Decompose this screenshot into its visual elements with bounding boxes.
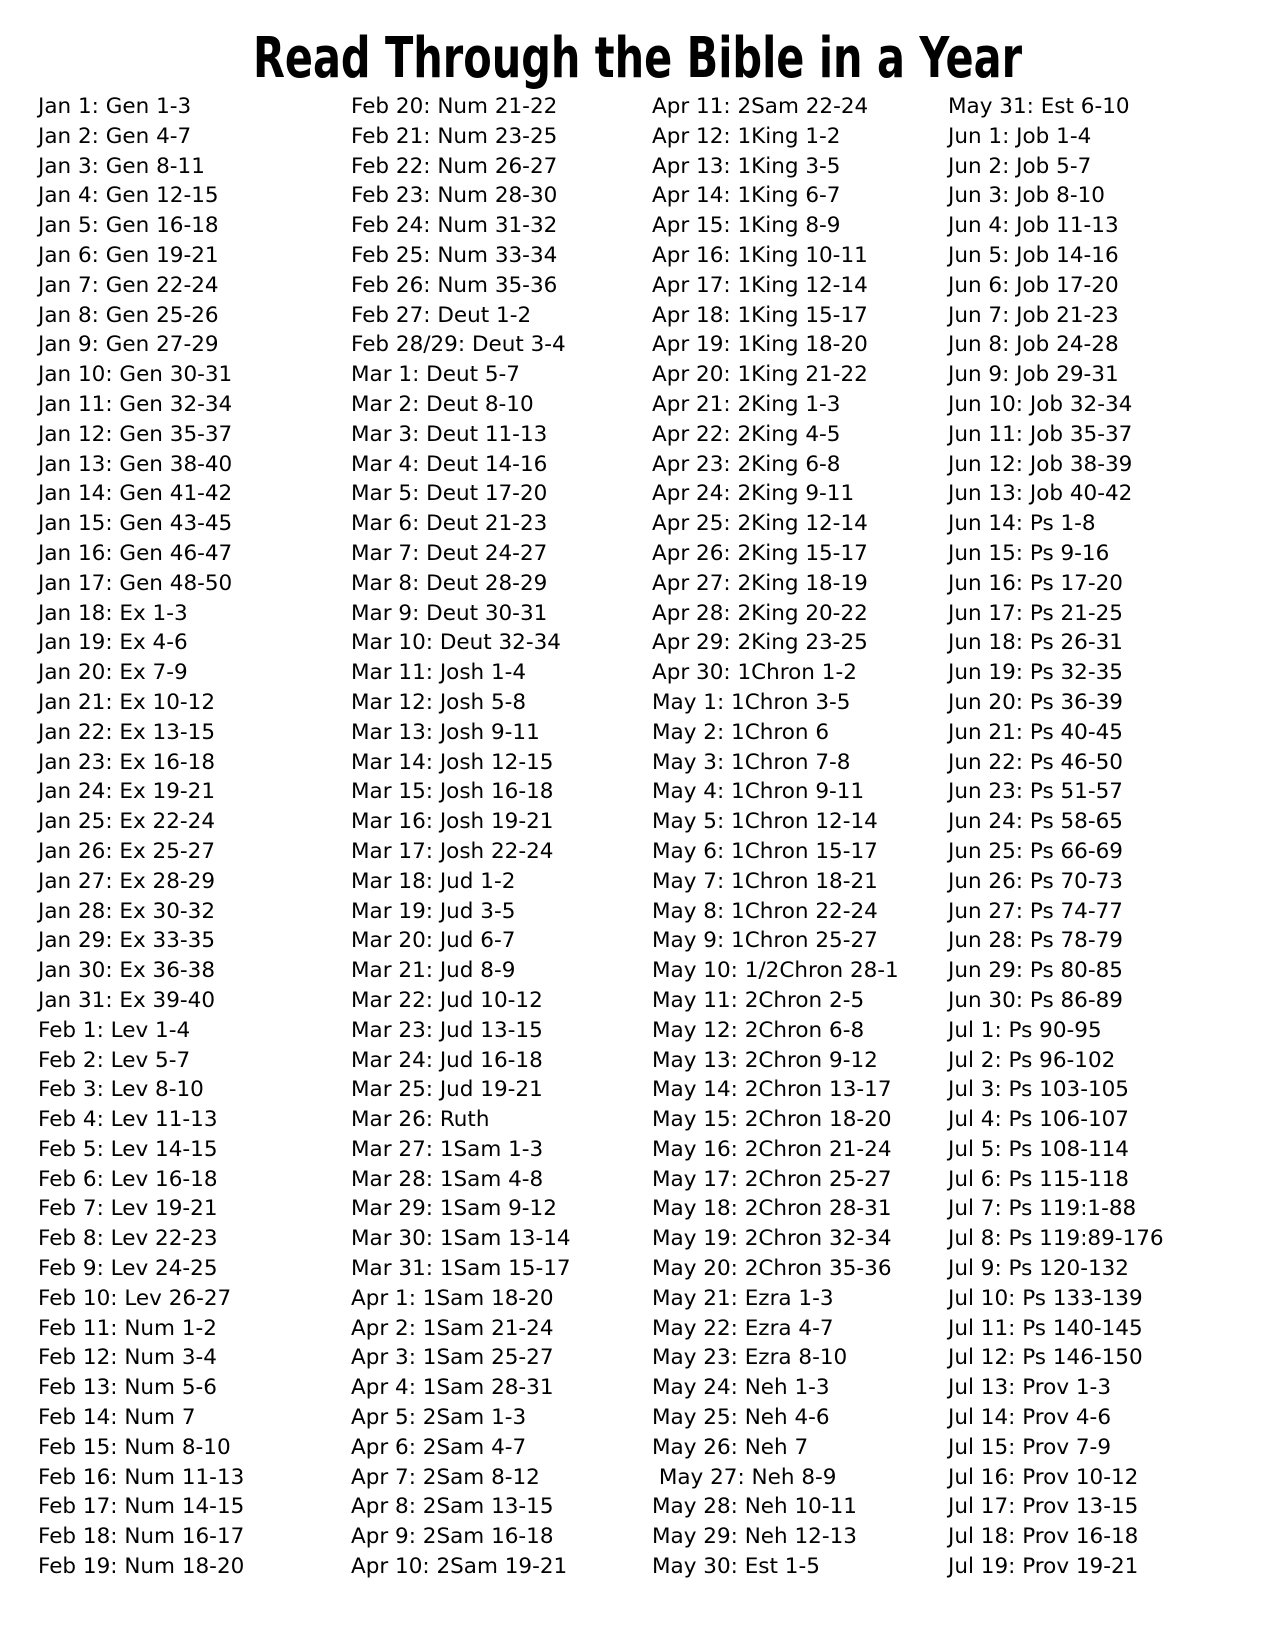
- reading-entry: Jan 3: Gen 8-11: [38, 153, 205, 179]
- reading-entry: Apr 4: 1Sam 28-31: [351, 1375, 554, 1401]
- reading-entry: Jun 21: Ps 40-45: [948, 719, 1123, 745]
- reading-entry: Feb 20: Num 21-22: [351, 94, 558, 119]
- reading-entry: Mar 8: Deut 28-29: [351, 570, 548, 596]
- reading-entry: Feb 25: Num 33-34: [351, 242, 558, 268]
- reading-entry: Apr 2: 1Sam 21-24: [351, 1315, 554, 1341]
- reading-entry: Mar 19: Jud 3-5: [351, 898, 516, 924]
- reading-entry: Jun 18: Ps 26-31: [948, 630, 1123, 656]
- reading-entry: May 31: Est 6-10: [948, 94, 1130, 119]
- reading-entry: May 1: 1Chron 3-5: [652, 689, 851, 715]
- reading-entry: Feb 15: Num 8-10: [38, 1434, 231, 1460]
- reading-entry: Jan 31: Ex 39-40: [38, 987, 216, 1013]
- reading-entry: Jul 10: Ps 133-139: [948, 1285, 1143, 1311]
- reading-entry: Mar 13: Josh 9-11: [351, 719, 540, 745]
- reading-entry: Jan 19: Ex 4-6: [38, 630, 188, 656]
- reading-entry: Jan 29: Ex 33-35: [38, 928, 216, 954]
- reading-entry: May 6: 1Chron 15-17: [652, 838, 878, 864]
- reading-entry: Feb 24: Num 31-32: [351, 213, 558, 239]
- reading-entry: Feb 17: Num 14-15: [38, 1494, 245, 1520]
- reading-entry: May 5: 1Chron 12-14: [652, 809, 878, 835]
- reading-entry: Feb 2: Lev 5-7: [38, 1047, 191, 1073]
- reading-entry: May 11: 2Chron 2-5: [652, 987, 865, 1013]
- reading-entry: Apr 7: 2Sam 8-12: [351, 1464, 540, 1490]
- reading-entry: Mar 11: Josh 1-4: [351, 660, 527, 686]
- reading-entry: May 10: 1/2Chron 28-1: [652, 958, 899, 984]
- reading-entry: Apr 5: 2Sam 1-3: [351, 1405, 527, 1431]
- reading-entry: Jun 6: Job 17-20: [948, 272, 1119, 298]
- reading-entry: Jul 19: Prov 19-21: [948, 1554, 1139, 1580]
- reading-entry: Feb 10: Lev 26-27: [38, 1285, 232, 1311]
- reading-entry: May 2: 1Chron 6: [652, 719, 830, 745]
- reading-entry: Mar 9: Deut 30-31: [351, 600, 548, 626]
- reading-entry: Mar 7: Deut 24-27: [351, 540, 548, 566]
- reading-entry: Feb 13: Num 5-6: [38, 1375, 217, 1401]
- reading-entry: Jun 12: Job 38-39: [948, 451, 1133, 477]
- reading-entry: Feb 1: Lev 1-4: [38, 1017, 191, 1043]
- reading-entry: Apr 23: 2King 6-8: [652, 451, 841, 477]
- reading-entry: Apr 10: 2Sam 19-21: [351, 1554, 568, 1580]
- reading-entry: Apr 29: 2King 23-25: [652, 630, 868, 656]
- reading-column-1: [38, 92, 343, 1582]
- reading-entry: Jun 19: Ps 32-35: [948, 660, 1123, 686]
- reading-entry: Apr 15: 1King 8-9: [652, 213, 841, 239]
- reading-entry: Mar 21: Jud 8-9: [351, 958, 516, 984]
- reading-entry: Jan 14: Gen 41-42: [38, 481, 233, 507]
- reading-entry: Jul 18: Prov 16-18: [948, 1524, 1139, 1550]
- reading-entry: Jun 20: Ps 36-39: [948, 689, 1123, 715]
- reading-entry: Apr 11: 2Sam 22-24: [652, 94, 869, 119]
- reading-entry: May 12: 2Chron 6-8: [652, 1017, 865, 1043]
- reading-entry: Jun 2: Job 5-7: [948, 153, 1092, 179]
- reading-entry: Jun 24: Ps 58-65: [948, 809, 1123, 835]
- reading-entry: Feb 16: Num 11-13: [38, 1464, 245, 1490]
- reading-entry: Mar 22: Jud 10-12: [351, 987, 543, 1013]
- reading-entry: Mar 31: 1Sam 15-17: [351, 1256, 571, 1282]
- reading-entry: Feb 22: Num 26-27: [351, 153, 558, 179]
- reading-entry: Jul 8: Ps 119:89-176: [948, 1226, 1164, 1252]
- reading-entry: Mar 3: Deut 11-13: [351, 421, 548, 447]
- reading-entry: Mar 4: Deut 14-16: [351, 451, 548, 477]
- reading-entry: Jul 14: Prov 4-6: [948, 1405, 1111, 1431]
- reading-entry: May 29: Neh 12-13: [652, 1524, 857, 1550]
- reading-entry: Mar 14: Josh 12-15: [351, 749, 554, 775]
- reading-entry: Jan 17: Gen 48-50: [38, 570, 233, 596]
- reading-entry: Mar 27: 1Sam 1-3: [351, 1136, 544, 1162]
- reading-entry: Jun 29: Ps 80-85: [948, 958, 1123, 984]
- reading-entry: Jul 7: Ps 119:1-88: [948, 1196, 1137, 1222]
- reading-entry: Jun 22: Ps 46-50: [948, 749, 1123, 775]
- reading-entry: May 20: 2Chron 35-36: [652, 1256, 892, 1282]
- reading-entry: May 3: 1Chron 7-8: [652, 749, 851, 775]
- reading-entry: Jun 10: Job 32-34: [948, 391, 1133, 417]
- reading-entry: Jan 16: Gen 46-47: [38, 540, 233, 566]
- reading-entry: Mar 12: Josh 5-8: [351, 689, 527, 715]
- reading-entry: Feb 14: Num 7: [38, 1405, 196, 1431]
- reading-entry: Feb 7: Lev 19-21: [38, 1196, 218, 1222]
- reading-entry: Jul 5: Ps 108-114: [948, 1136, 1129, 1162]
- reading-entry: Feb 26: Num 35-36: [351, 272, 558, 298]
- reading-entry: May 13: 2Chron 9-12: [652, 1047, 878, 1073]
- reading-entry: Apr 18: 1King 15-17: [652, 302, 868, 328]
- reading-entry: Jul 3: Ps 103-105: [948, 1077, 1129, 1103]
- reading-entry: Mar 15: Josh 16-18: [351, 779, 554, 805]
- reading-entry: Mar 10: Deut 32-34: [351, 630, 561, 656]
- reading-entry: Feb 3: Lev 8-10: [38, 1077, 204, 1103]
- reading-entry: Apr 26: 2King 15-17: [652, 540, 868, 566]
- reading-entry: Jul 17: Prov 13-15: [948, 1494, 1139, 1520]
- reading-entry: Jan 10: Gen 30-31: [38, 362, 233, 388]
- reading-entry: Jan 8: Gen 25-26: [38, 302, 219, 328]
- reading-entry: Jun 13: Job 40-42: [948, 481, 1133, 507]
- reading-entry: Jun 23: Ps 51-57: [948, 779, 1123, 805]
- reading-entry: Apr 28: 2King 20-22: [652, 600, 868, 626]
- reading-entry: Jan 26: Ex 25-27: [38, 838, 216, 864]
- reading-entry: Apr 19: 1King 18-20: [652, 332, 868, 358]
- reading-entry: Jan 27: Ex 28-29: [38, 868, 216, 894]
- reading-entry: Apr 21: 2King 1-3: [652, 391, 841, 417]
- reading-entry: Feb 28/29: Deut 3-4: [351, 332, 566, 358]
- reading-entry: Jun 4: Job 11-13: [948, 213, 1119, 239]
- reading-entry: Jul 6: Ps 115-118: [948, 1166, 1129, 1192]
- reading-entry: Jan 20: Ex 7-9: [38, 660, 188, 686]
- reading-entry: Mar 16: Josh 19-21: [351, 809, 554, 835]
- reading-entry: Apr 16: 1King 10-11: [652, 242, 868, 268]
- reading-entry: Apr 14: 1King 6-7: [652, 183, 841, 209]
- reading-entry: May 17: 2Chron 25-27: [652, 1166, 892, 1192]
- reading-entry: Feb 23: Num 28-30: [351, 183, 558, 209]
- reading-entry: Apr 17: 1King 12-14: [652, 272, 868, 298]
- reading-entry: Mar 6: Deut 21-23: [351, 511, 548, 537]
- reading-entry: Apr 13: 1King 3-5: [652, 153, 841, 179]
- reading-entry: Apr 1: 1Sam 18-20: [351, 1285, 554, 1311]
- reading-entry: Feb 5: Lev 14-15: [38, 1136, 218, 1162]
- reading-entry: Jun 7: Job 21-23: [948, 302, 1119, 328]
- reading-entry: Apr 8: 2Sam 13-15: [351, 1494, 554, 1520]
- reading-entry: May 26: Neh 7: [652, 1434, 809, 1460]
- reading-entry: Jun 15: Ps 9-16: [948, 540, 1110, 566]
- reading-entry: Jan 23: Ex 16-18: [38, 749, 216, 775]
- reading-entry: Jul 13: Prov 1-3: [948, 1375, 1111, 1401]
- reading-entry: Jun 30: Ps 86-89: [948, 987, 1123, 1013]
- reading-entry: Apr 6: 2Sam 4-7: [351, 1434, 527, 1460]
- reading-entry: May 30: Est 1-5: [652, 1554, 820, 1580]
- reading-entry: Feb 9: Lev 24-25: [38, 1256, 218, 1282]
- reading-entry: Jan 9: Gen 27-29: [38, 332, 219, 358]
- reading-entry: Jun 8: Job 24-28: [948, 332, 1119, 358]
- reading-entry: May 18: 2Chron 28-31: [652, 1196, 892, 1222]
- reading-entry: Apr 25: 2King 12-14: [652, 511, 868, 537]
- reading-entry: Jan 22: Ex 13-15: [38, 719, 216, 745]
- reading-entry: Feb 12: Num 3-4: [38, 1345, 217, 1371]
- reading-entry: May 4: 1Chron 9-11: [652, 779, 865, 805]
- reading-entry: May 7: 1Chron 18-21: [652, 868, 878, 894]
- reading-entry: Jan 21: Ex 10-12: [38, 689, 216, 715]
- reading-entry: Apr 22: 2King 4-5: [652, 421, 841, 447]
- reading-entry: Jan 6: Gen 19-21: [38, 242, 219, 268]
- reading-entry: Jan 2: Gen 4-7: [38, 123, 192, 149]
- reading-entry: Mar 2: Deut 8-10: [351, 391, 534, 417]
- reading-entry: Apr 12: 1King 1-2: [652, 123, 841, 149]
- reading-entry: Mar 23: Jud 13-15: [351, 1017, 543, 1043]
- reading-entry: Jul 15: Prov 7-9: [948, 1434, 1111, 1460]
- reading-column-4: [948, 92, 1253, 1582]
- reading-entry: Jan 1: Gen 1-3: [38, 94, 192, 119]
- reading-entry: Jan 12: Gen 35-37: [38, 421, 233, 447]
- reading-entry: Jan 25: Ex 22-24: [38, 809, 216, 835]
- reading-entry: May 19: 2Chron 32-34: [652, 1226, 892, 1252]
- reading-entry: Mar 17: Josh 22-24: [351, 838, 554, 864]
- reading-entry: Jun 16: Ps 17-20: [948, 570, 1123, 596]
- reading-entry: Feb 8: Lev 22-23: [38, 1226, 218, 1252]
- reading-entry: Jun 14: Ps 1-8: [948, 511, 1096, 537]
- reading-entry: Jan 11: Gen 32-34: [38, 391, 233, 417]
- reading-entry: Jun 1: Job 1-4: [948, 123, 1092, 149]
- reading-entry: Feb 6: Lev 16-18: [38, 1166, 218, 1192]
- reading-entry: May 23: Ezra 8-10: [652, 1345, 848, 1371]
- reading-entry: Jul 16: Prov 10-12: [948, 1464, 1139, 1490]
- reading-entry: Mar 28: 1Sam 4-8: [351, 1166, 544, 1192]
- reading-entry: May 9: 1Chron 25-27: [652, 928, 878, 954]
- reading-entry: Jul 9: Ps 120-132: [948, 1256, 1129, 1282]
- reading-column-3: [652, 92, 957, 1582]
- reading-entry: Jan 15: Gen 43-45: [38, 511, 233, 537]
- reading-entry: Feb 4: Lev 11-13: [38, 1107, 218, 1133]
- reading-entry: Jan 7: Gen 22-24: [38, 272, 219, 298]
- reading-entry: Apr 3: 1Sam 25-27: [351, 1345, 554, 1371]
- reading-entry: May 27: Neh 8-9: [652, 1464, 837, 1490]
- reading-entry: Mar 29: 1Sam 9-12: [351, 1196, 557, 1222]
- reading-entry: Jan 4: Gen 12-15: [38, 183, 219, 209]
- reading-entry: Jan 30: Ex 36-38: [38, 958, 216, 984]
- reading-entry: Apr 27: 2King 18-19: [652, 570, 868, 596]
- reading-entry: Jun 25: Ps 66-69: [948, 838, 1123, 864]
- reading-entry: Mar 26: Ruth: [351, 1107, 490, 1133]
- reading-entry: Jun 5: Job 14-16: [948, 242, 1119, 268]
- reading-entry: May 21: Ezra 1-3: [652, 1285, 834, 1311]
- reading-entry: Jun 9: Job 29-31: [948, 362, 1119, 388]
- reading-entry: Jan 18: Ex 1-3: [38, 600, 188, 626]
- reading-entry: Jul 11: Ps 140-145: [948, 1315, 1143, 1341]
- reading-entry: Jun 28: Ps 78-79: [948, 928, 1123, 954]
- reading-entry: Mar 5: Deut 17-20: [351, 481, 548, 507]
- reading-entry: May 25: Neh 4-6: [652, 1405, 830, 1431]
- reading-entry: Jun 3: Job 8-10: [948, 183, 1105, 209]
- reading-entry: Jan 24: Ex 19-21: [38, 779, 216, 805]
- reading-entry: May 15: 2Chron 18-20: [652, 1107, 892, 1133]
- reading-entry: May 28: Neh 10-11: [652, 1494, 857, 1520]
- reading-entry: Mar 1: Deut 5-7: [351, 362, 520, 388]
- reading-entry: Jun 11: Job 35-37: [948, 421, 1133, 447]
- reading-entry: Jul 1: Ps 90-95: [948, 1017, 1102, 1043]
- reading-entry: Jul 12: Ps 146-150: [948, 1345, 1143, 1371]
- reading-entry: Feb 27: Deut 1-2: [351, 302, 532, 328]
- reading-entry: Jun 27: Ps 74-77: [948, 898, 1123, 924]
- reading-entry: Apr 9: 2Sam 16-18: [351, 1524, 554, 1550]
- reading-entry: Jul 4: Ps 106-107: [948, 1107, 1129, 1133]
- reading-entry: Jul 2: Ps 96-102: [948, 1047, 1116, 1073]
- reading-entry: Apr 20: 1King 21-22: [652, 362, 868, 388]
- reading-entry: Apr 30: 1Chron 1-2: [652, 660, 857, 686]
- reading-entry: May 24: Neh 1-3: [652, 1375, 830, 1401]
- reading-entry: Jan 28: Ex 30-32: [38, 898, 216, 924]
- reading-entry: May 14: 2Chron 13-17: [652, 1077, 892, 1103]
- reading-entry: May 16: 2Chron 21-24: [652, 1136, 892, 1162]
- page-title: Read Through the Bible in a Year: [252, 26, 1023, 91]
- reading-entry: Jun 17: Ps 21-25: [948, 600, 1123, 626]
- reading-column-2: [351, 92, 656, 1582]
- reading-entry: Jan 13: Gen 38-40: [38, 451, 233, 477]
- reading-entry: Feb 19: Num 18-20: [38, 1554, 245, 1580]
- reading-entry: Jan 5: Gen 16-18: [38, 213, 219, 239]
- reading-entry: Feb 11: Num 1-2: [38, 1315, 217, 1341]
- reading-entry: Jun 26: Ps 70-73: [948, 868, 1123, 894]
- reading-entry: May 8: 1Chron 22-24: [652, 898, 878, 924]
- reading-entry: Apr 24: 2King 9-11: [652, 481, 855, 507]
- reading-entry: Mar 20: Jud 6-7: [351, 928, 516, 954]
- reading-entry: Feb 21: Num 23-25: [351, 123, 558, 149]
- reading-entry: Mar 25: Jud 19-21: [351, 1077, 543, 1103]
- reading-entry: Mar 24: Jud 16-18: [351, 1047, 543, 1073]
- reading-entry: Mar 30: 1Sam 13-14: [351, 1226, 571, 1252]
- reading-entry: Mar 18: Jud 1-2: [351, 868, 516, 894]
- reading-entry: May 22: Ezra 4-7: [652, 1315, 834, 1341]
- reading-entry: Feb 18: Num 16-17: [38, 1524, 245, 1550]
